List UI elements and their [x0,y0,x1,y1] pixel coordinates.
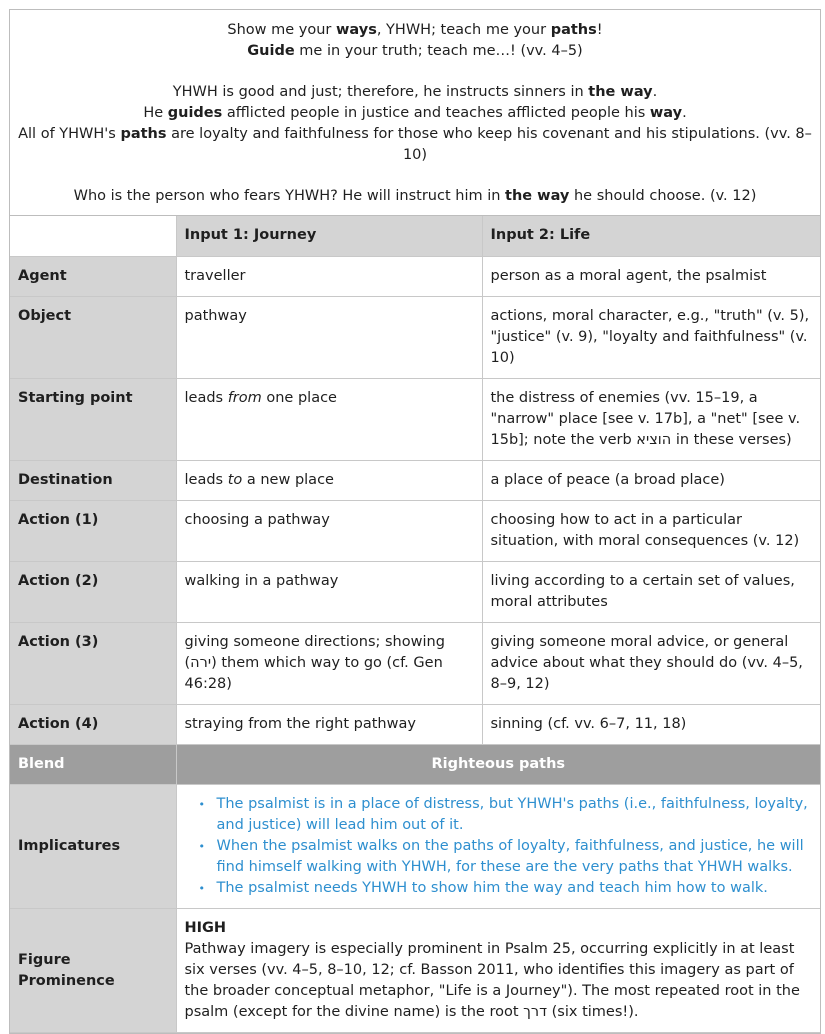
journey-cell [176,623,482,705]
text-run: from [227,390,262,406]
prominence-row [10,909,820,1033]
text-run: Show me your [227,22,337,38]
text-run: a new place [242,472,334,488]
text-run: Who is the person who fears YHWH? He will instruct him in [73,188,506,204]
life-cell [482,461,820,501]
row-label: Action (4) [10,705,176,745]
mapping-row [10,501,820,562]
life-cell [482,297,820,379]
text-run: a place of peace (a broad place) [490,472,725,488]
text-run: giving someone moral advice, or general advice about what they should do (vv. 4–5, 8–9, 12) [490,634,803,692]
text-run: walking in a pathway [184,573,339,589]
input1-header: Input 1: Journey [176,216,482,257]
header-line [18,20,812,41]
journey-cell [176,297,482,379]
text-run: ! [596,22,603,38]
row-label: Agent [10,257,176,297]
column-header-row [10,216,820,257]
text-run: actions, moral character, e.g., "truth" (v. 5), "justice" (v. 9), "loyalty and faithfulness" (v. 10) [490,308,810,366]
blend-label: Blend [10,745,176,785]
life-cell [482,705,820,745]
text-run: traveller [184,268,246,284]
text-run: one place [261,390,337,406]
prominence-text: Pathway imagery is especially prominent in Psalm 25, occurring explicitly in at least six verses (vv. 4–5, 8–10, 12; cf. Basson 2011, who identifies this imagery as part of the broader conceptual metaphor, "Life is a Journey"). The most repeated root in the psalm (except for the divine name) is the root דרך (six times!). [184,941,800,1020]
implicatures-cell [176,785,820,909]
implicature-item: • The psalmist is in a place of distress, but YHWH's paths (i.e., faithfulness, loyalty, and justice) will lead him out of it. [185,794,813,836]
mapping-row [10,562,820,623]
text-run: living according to a certain set of values, moral attributes [490,573,795,610]
implicatures-list [185,794,813,899]
implicature-item: • The psalmist needs YHWH to show him the way and teach him how to walk. [185,878,813,899]
mapping-row [10,705,820,745]
prominence-level: HIGH [184,920,227,936]
text-run: the distress of enemies (vv. 15–19, a "narrow" place [see v. 17b], a "net" [see v. 15b]; note the verb הוציא in these verses) [490,390,801,448]
text-run: choosing how to act in a particular situation, with moral consequences (v. 12) [490,512,800,549]
text-run: , YHWH; teach me your [376,22,551,38]
text-run: paths [550,22,597,38]
header-line [18,124,812,166]
life-cell [482,379,820,461]
row-label: Action (1) [10,501,176,562]
row-label: Destination [10,461,176,501]
life-cell [482,623,820,705]
row-label: Object [10,297,176,379]
journey-cell [176,257,482,297]
blend-value: Righteous paths [176,745,820,785]
row-label: Action (2) [10,562,176,623]
text-run: . [652,84,658,100]
psalm-excerpt-header [10,10,820,216]
text-run: sinning (cf. vv. 6–7, 11, 18) [490,716,687,732]
journey-cell [176,705,482,745]
journey-cell [176,461,482,501]
mapping-row [10,379,820,461]
prominence-label: Figure Prominence [10,909,176,1033]
text-run: person as a moral agent, the psalmist [490,268,767,284]
mapping-row [10,623,820,705]
blend-row [10,745,820,785]
text-run: All of YHWH's [18,126,121,142]
text-run: straying from the right pathway [184,716,416,732]
empty-corner-cell [10,216,176,257]
life-cell [482,562,820,623]
text-run: ways [336,22,377,38]
life-cell [482,501,820,562]
text-run: afflicted people in justice and teaches afflicted people his [222,105,650,121]
text-run: He [143,105,168,121]
text-run: pathway [184,308,247,324]
implicatures-row [10,785,820,909]
text-run: leads [184,472,228,488]
prominence-cell [176,909,820,1033]
implicatures-label: Implicatures [10,785,176,909]
implicature-item: • When the psalmist walks on the paths of loyalty, faithfulness, and justice, he will find himself walking with YHWH, for these are the very paths that YHWH walks. [185,836,813,878]
header-spacer [18,62,812,82]
mapping-row [10,257,820,297]
header-line [18,41,812,62]
text-run: paths [120,126,167,142]
header-line [18,186,812,207]
text-run: guides [167,105,223,121]
text-run: to [227,472,243,488]
row-label: Action (3) [10,623,176,705]
header-spacer [18,166,812,186]
journey-cell [176,501,482,562]
text-run: Guide [247,43,295,59]
row-label: Starting point [10,379,176,461]
text-run: way [649,105,683,121]
mapping-row [10,297,820,379]
header-line [18,103,812,124]
analysis-grid [10,216,820,1033]
text-run: choosing a pathway [184,512,330,528]
text-run: YHWH is good and just; therefore, he instructs sinners in [172,84,589,100]
text-run: giving someone directions; showing (ירה) them which way to go (cf. Gen 46:28) [184,634,445,692]
text-run: the way [588,84,653,100]
metaphor-analysis-table [9,9,821,1034]
text-run: the way [505,188,570,204]
text-run: . [682,105,687,121]
header-line [18,82,812,103]
text-run: are loyalty and faithfulness for those who keep his covenant and his stipulations. (vv. 8–10) [166,126,812,163]
journey-cell [176,562,482,623]
life-cell [482,257,820,297]
journey-cell [176,379,482,461]
text-run: leads [184,390,228,406]
text-run: me in your truth; teach me…! (vv. 4–5) [294,43,583,59]
text-run: he should choose. (v. 12) [569,188,757,204]
mapping-row [10,461,820,501]
input2-header: Input 2: Life [482,216,820,257]
